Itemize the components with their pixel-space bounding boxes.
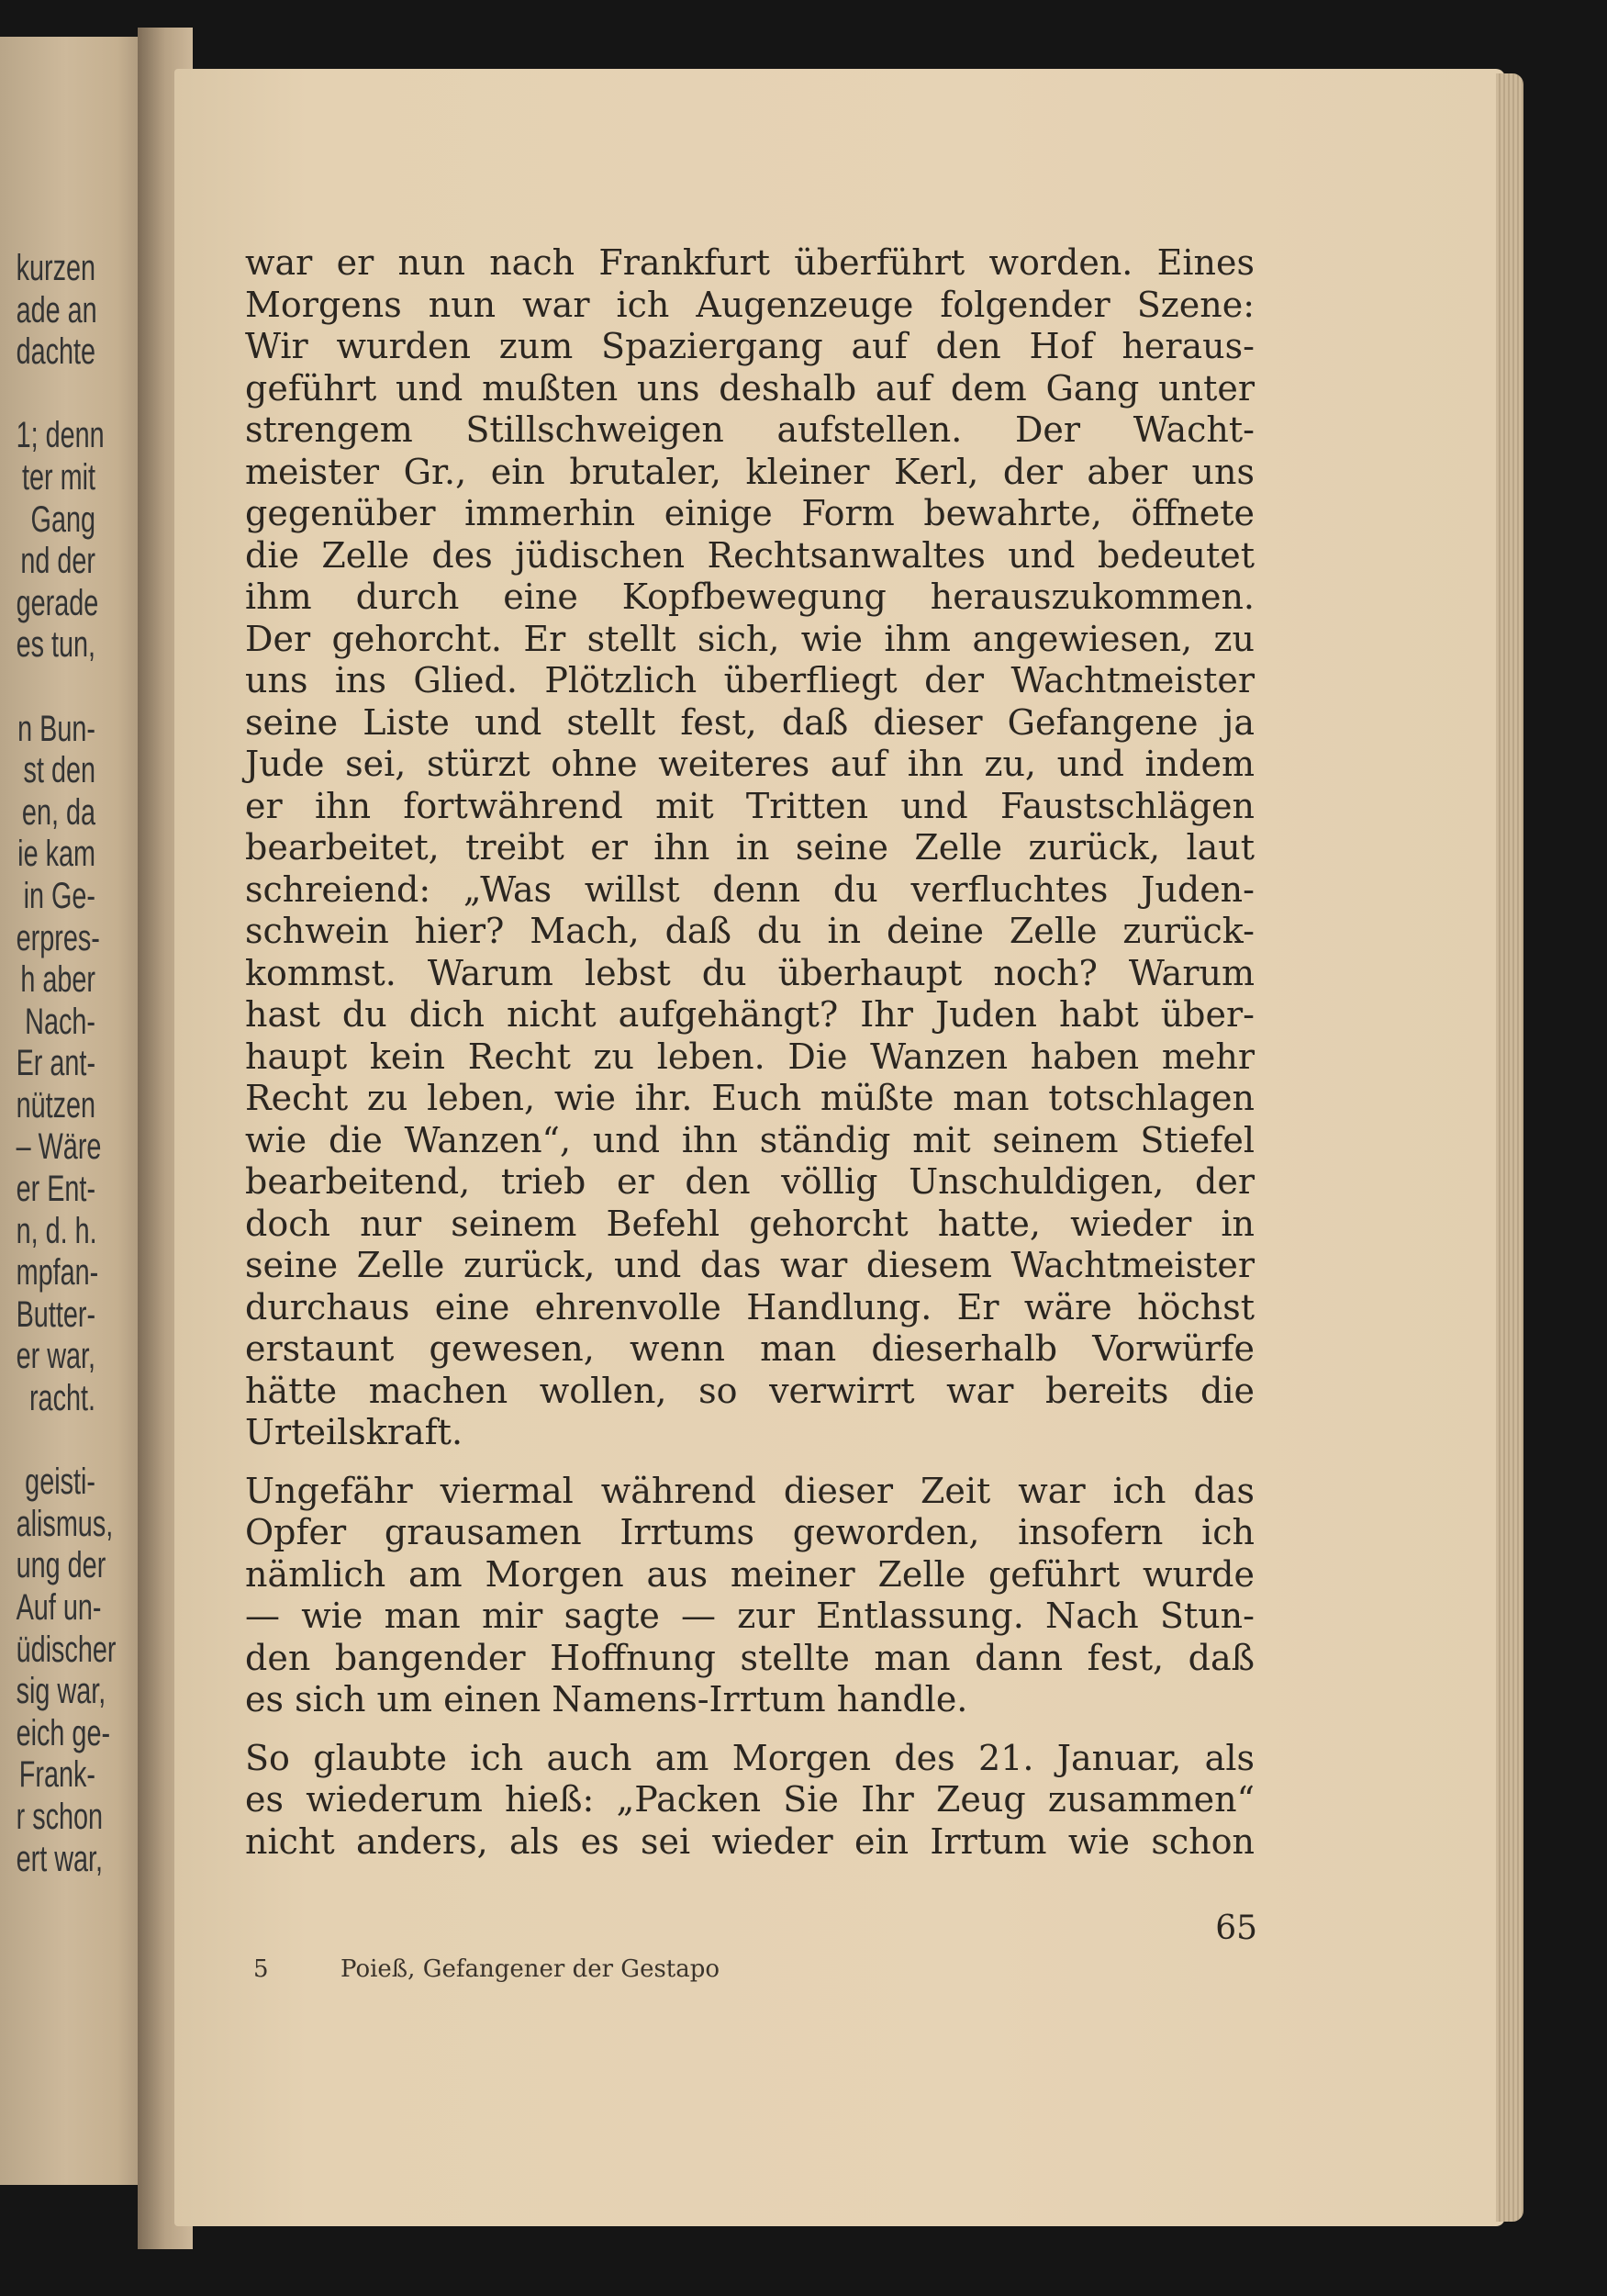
paragraph-gap — [245, 1454, 1255, 1471]
text-line: Wir wurden zum Spaziergang auf den Hof heraus- — [245, 326, 1255, 366]
left-page-line — [17, 1420, 95, 1462]
left-page-line: Nach- — [25, 1001, 95, 1042]
left-page-line: en, da — [21, 791, 95, 833]
left-page-line: ung der — [16, 1545, 106, 1586]
left-page-line: sig war, — [16, 1671, 106, 1712]
text-line: Jude sei, stürzt ohne weiteres auf ihn zu, und indem — [245, 744, 1255, 784]
text-line: schwein hier? Mach, daß du in deine Zelle zurück- — [245, 911, 1255, 951]
left-page-line: nützen — [16, 1084, 96, 1126]
text-line: nicht anders, als es sei wieder ein Irrtum wie schon — [245, 1820, 1255, 1862]
left-page-text — [16, 248, 117, 1880]
text-line: Morgens nun war ich Augenzeuge folgender Szene: — [245, 284, 1255, 325]
text-line: haupt kein Recht zu leben. Die Wanzen haben mehr — [245, 1036, 1255, 1077]
left-page-line: er war, — [16, 1336, 96, 1377]
text-line: geführt und mußten uns deshalb auf dem Gang unter — [245, 367, 1255, 409]
left-page-line: Auf un- — [16, 1587, 102, 1628]
left-page-line: n, d. h. — [16, 1210, 97, 1251]
left-page-line: in Ge- — [23, 875, 95, 916]
text-line: bearbeitend, trieb er den völlig Unschuldigen, der — [245, 1161, 1255, 1202]
left-page-line — [17, 374, 95, 416]
left-page-line: kurzen — [16, 248, 96, 288]
left-page-line: es tun, — [16, 624, 96, 666]
left-page-line: gerade — [16, 582, 99, 623]
text-line: seine Liste und stellt fest, daß dieser Gefangene ja — [245, 701, 1255, 743]
left-page-line: eich ge- — [16, 1712, 111, 1753]
left-page-line: nd der — [20, 541, 95, 582]
text-line: seine Zelle zurück, und das war diesem Wachtmeister — [245, 1245, 1255, 1285]
text-line: den bangender Hoffnung stellte man dann fest, daß — [245, 1637, 1255, 1678]
text-line: hätte machen wollen, so verwirrt war bereits die — [245, 1370, 1255, 1411]
left-page-line: Frank- — [18, 1754, 95, 1796]
signature-mark: 5 — [253, 1955, 269, 1983]
left-page-line: racht. — [28, 1378, 96, 1419]
paragraph — [245, 242, 1255, 1454]
text-line: — wie man mir sagte — zur Entlassung. Nach Stun- — [245, 1596, 1255, 1636]
left-page-line: dachte — [16, 331, 96, 373]
paragraph-gap — [245, 1721, 1255, 1738]
text-line: Opfer grausamen Irrtums geworden, insofern ich — [245, 1512, 1255, 1552]
text-line: durchaus eine ehrenvolle Handlung. Er wäre höchst — [245, 1286, 1255, 1327]
left-page-line: er Ent- — [16, 1169, 96, 1210]
text-line: ihm durch eine Kopfbewegung herauszukommen. — [245, 577, 1255, 617]
left-page-line: erpres- — [16, 917, 100, 958]
text-line: strengem Stillschweigen aufstellen. Der Wacht- — [245, 409, 1255, 450]
paragraph — [245, 1471, 1255, 1721]
text-line: er ihn fortwährend mit Tritten und Faustschlägen — [245, 785, 1255, 826]
page-number: 65 — [1215, 1910, 1257, 1947]
text-line: hast du dich nicht aufgehängt? Ihr Juden habt über- — [245, 994, 1255, 1035]
left-page-line: ert war, — [16, 1838, 104, 1879]
running-title: Poieß, Gefangener der Gestapo — [340, 1955, 720, 1983]
text-line: schreiend: „Was willst denn du verfluchtes Juden- — [245, 868, 1255, 910]
left-page-line: üdischer — [16, 1629, 117, 1670]
left-page-line: st den — [23, 750, 96, 791]
left-page-line: ade an — [16, 289, 97, 330]
text-line: es sich um einen Namens-Irrtum handle. — [245, 1679, 968, 1719]
text-line: uns ins Glied. Plötzlich überfliegt der Wachtmeister — [245, 660, 1255, 700]
body-text — [245, 242, 1255, 1863]
left-page-line: ter mit — [21, 456, 95, 498]
footer — [253, 1955, 720, 1983]
text-line: So glaubte ich auch am Morgen des 21. Januar, als — [245, 1737, 1255, 1778]
page-edge — [1496, 73, 1523, 2222]
text-line: meister Gr., ein brutaler, kleiner Kerl, der aber uns — [245, 451, 1255, 492]
left-page-line: 1; denn — [16, 415, 105, 456]
text-line: Urteilskraft. — [245, 1412, 463, 1452]
left-page-line: ie kam — [17, 834, 95, 875]
text-line: doch nur seinem Befehl gehorcht hatte, wieder in — [245, 1203, 1255, 1244]
text-line: Recht zu leben, wie ihr. Euch müßte man totschlagen — [245, 1078, 1255, 1118]
text-line: bearbeitet, treibt er ihn in seine Zelle zurück, laut — [245, 827, 1255, 868]
left-page — [0, 37, 147, 2185]
left-page-line: geisti- — [25, 1462, 95, 1503]
left-page-line: alismus, — [16, 1503, 114, 1544]
text-line: nämlich am Morgen aus meiner Zelle geführt wurde — [245, 1553, 1255, 1595]
left-page-line: Gang — [30, 498, 96, 540]
left-page-line: – Wäre — [16, 1126, 102, 1168]
left-page-line: n Bun- — [17, 708, 95, 749]
left-page-line: Butter- — [16, 1294, 96, 1335]
text-line: Der gehorcht. Er stellt sich, wie ihm angewiesen, zu — [245, 618, 1255, 659]
left-page-line: h aber — [20, 959, 95, 1001]
text-line: war er nun nach Frankfurt überführt worden. Eines — [245, 242, 1255, 283]
text-line: die Zelle des jüdischen Rechtsanwaltes und bedeutet — [245, 534, 1255, 576]
text-line: es wiederum hieß: „Packen Sie Ihr Zeug zusammen“ — [245, 1779, 1255, 1820]
text-line: gegenüber immerhin einige Form bewahrte, öffnete — [245, 493, 1255, 533]
left-page-line: mpfan- — [16, 1252, 99, 1294]
left-page-line: r schon — [16, 1796, 104, 1837]
left-page-line: Er ant- — [16, 1043, 96, 1084]
left-page-line — [17, 666, 95, 709]
text-line: kommst. Warum lebst du überhaupt noch? Warum — [245, 952, 1255, 993]
text-line: erstaunt gewesen, wenn man dieserhalb Vorwürfe — [245, 1328, 1255, 1369]
text-line: wie die Wanzen“, und ihn ständig mit seinem Stiefel — [245, 1119, 1255, 1160]
paragraph — [245, 1738, 1255, 1864]
text-line: Ungefähr viermal während dieser Zeit war ich das — [245, 1470, 1255, 1511]
